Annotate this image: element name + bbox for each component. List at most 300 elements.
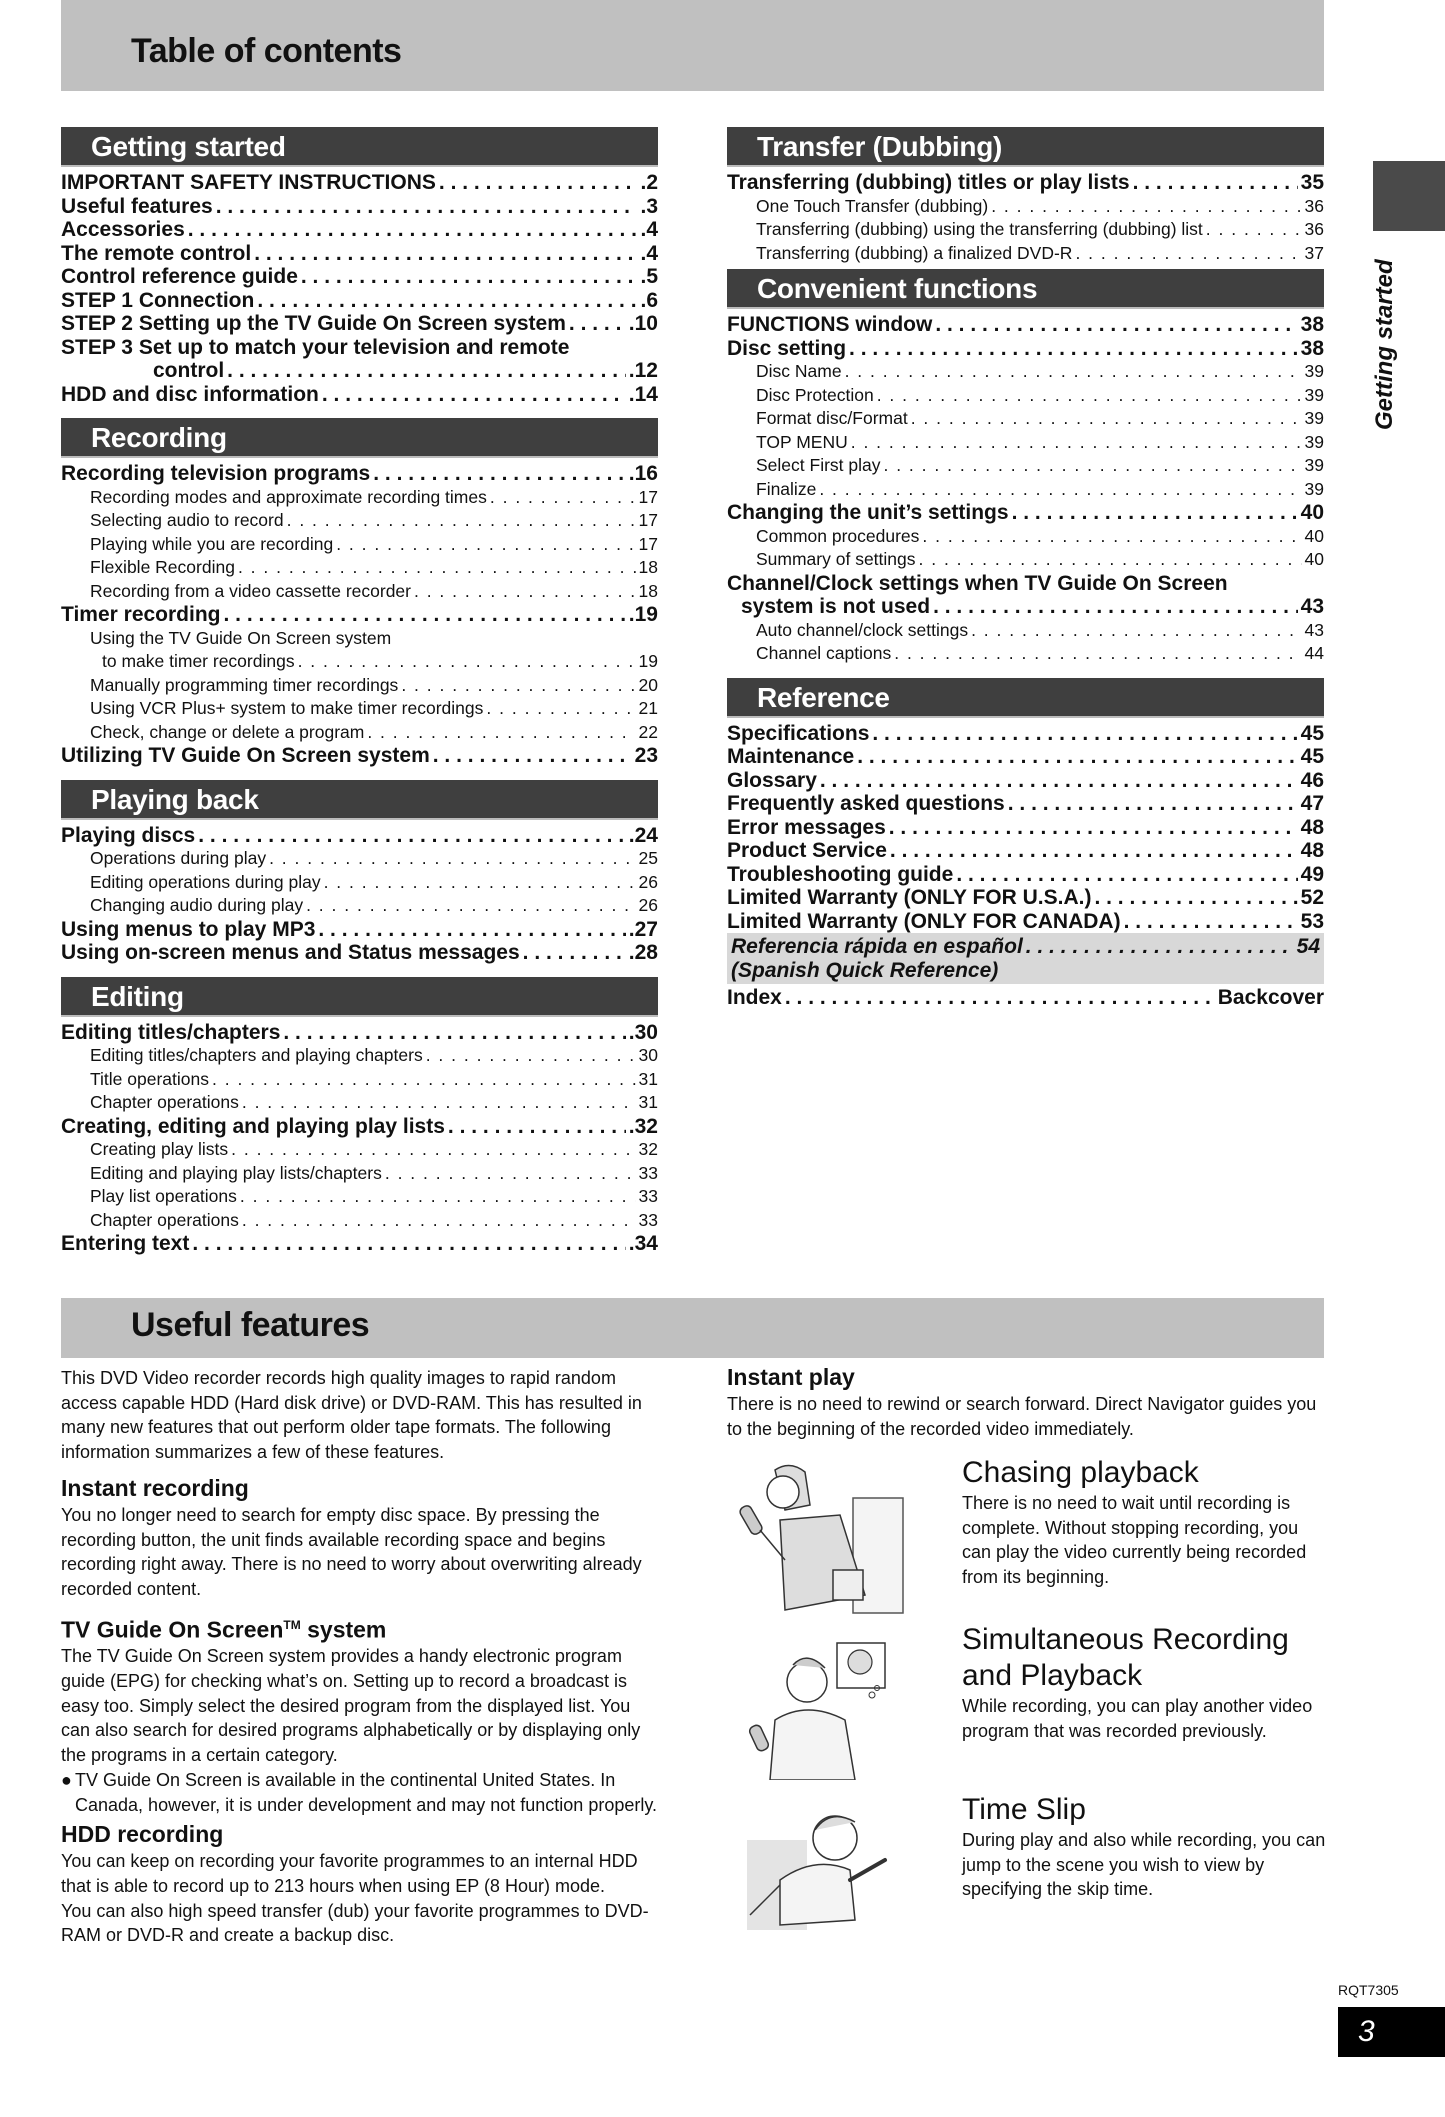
toc-entry[interactable] [61, 383, 658, 407]
dot-leader [523, 941, 626, 965]
toc-entry-title: Recording television programs [61, 462, 371, 485]
dot-leader [851, 431, 1302, 455]
toc-entry[interactable] [727, 572, 1324, 596]
toc-entry[interactable] [61, 336, 658, 360]
toc-entry-page: 26 [638, 871, 658, 892]
toc-entry-page: 44 [1304, 643, 1324, 663]
tv-guide-text: The TV Guide On Screen system provides a handy electronic program guide (EPG) for checking what’s on. Setting up to record a broadcast is easy too. Simply select the desired program from the displayed list. You can also search for desired programs alphabetically or by displaying only the programs in a certain category. [61, 1646, 641, 1766]
toc-entry[interactable] [61, 1232, 658, 1256]
dot-leader [306, 894, 635, 918]
toc-entry[interactable] [727, 910, 1324, 934]
toc-entry-title: Frequently asked questions [727, 792, 1005, 815]
toc-entry-page: 33 [638, 1209, 658, 1230]
toc-entry-page: 40 [1304, 549, 1324, 569]
dot-leader [269, 847, 635, 871]
dot-leader [845, 360, 1302, 384]
toc-section-heading: Playing back [61, 780, 658, 820]
toc-entry-page: 53 [1300, 909, 1324, 933]
toc-entry-page: .19 [628, 603, 658, 626]
toc-entry-title: Entering text [61, 1232, 190, 1255]
toc-section-heading: Getting started [61, 127, 658, 167]
toc-entry[interactable] [727, 839, 1324, 863]
toc-entry[interactable] [61, 289, 658, 313]
toc-entry-page: 39 [1304, 431, 1324, 452]
toc-entry-title: Creating play lists [90, 1139, 229, 1159]
toc-entry[interactable] [61, 242, 658, 266]
trademark-mark: TM [283, 1617, 301, 1632]
toc-entry[interactable] [61, 918, 658, 942]
toc-entry-page: 40 [1300, 501, 1324, 524]
dot-leader [287, 509, 636, 533]
toc-entry-title: Check, change or delete a program [90, 721, 365, 742]
feature-text: During play and also while recording, you can jump to the scene you wish to view by specifying the skip time. [962, 1830, 1326, 1900]
toc-entry-title: Utilizing TV Guide On Screen system [61, 744, 430, 767]
toc-entry-title: STEP 1 Connection [61, 288, 255, 312]
toc-entry-page: 36 [1304, 195, 1324, 216]
dot-leader [439, 171, 638, 195]
toc-entry[interactable] [727, 642, 1324, 666]
dot-leader [318, 918, 625, 942]
hdd-recording-text-2: You can also high speed transfer (dub) your favorite programmes to DVD-RAM or DVD-R and create a backup disc. [61, 1900, 649, 1946]
toc-section-heading: Transfer (Dubbing) [727, 127, 1324, 167]
toc-entry-title: FUNCTIONS window [727, 313, 933, 336]
dot-leader [231, 1138, 635, 1162]
tv-guide-bullet [61, 1768, 661, 1817]
dot-leader [935, 313, 1297, 337]
toc-entry[interactable] [727, 242, 1324, 266]
dot-leader [1124, 910, 1298, 934]
toc-entry-page: .6 [640, 288, 658, 312]
toc-entry-title: Editing operations during play [90, 871, 321, 892]
toc-entry[interactable] [61, 580, 658, 604]
feature-heading: Time Slip [962, 1793, 1086, 1826]
toc-entry-page: 17 [638, 486, 658, 507]
toc-entry-page: 37 [1304, 242, 1324, 263]
useful-features-left [61, 1366, 661, 1948]
dot-leader [192, 1232, 625, 1256]
toc-entry[interactable] [727, 769, 1324, 793]
toc-entry-page: 17 [638, 533, 658, 554]
dot-leader [971, 619, 1301, 643]
toc-entry-title: Channel captions [756, 643, 892, 663]
toc-section-heading: Reference [727, 678, 1324, 718]
toc-entry[interactable] [61, 486, 658, 510]
dot-leader [877, 384, 1302, 408]
toc-entry-page: .4 [640, 218, 658, 241]
simultaneous-recording-illustration [745, 1640, 920, 1780]
toc-entry[interactable] [61, 1115, 658, 1139]
toc-entry-page: 31 [638, 1068, 658, 1089]
instant-play-block [727, 1362, 1327, 1441]
dot-leader [283, 1021, 625, 1045]
toc-entry-page: 48 [1300, 839, 1324, 862]
dot-leader [448, 1115, 626, 1139]
hdd-recording-text-1: You can keep on recording your favorite programmes to an internal HDD that is able to record up to 213 hours when using EP (8 Hour) mode. [61, 1851, 638, 1896]
page-number: 3 [1338, 2007, 1445, 2057]
dot-leader [414, 580, 636, 604]
dot-leader [490, 486, 636, 510]
toc-entry[interactable] [727, 619, 1324, 643]
toc-entry[interactable] [61, 603, 658, 627]
toc-entry-title: Chapter operations [90, 1209, 239, 1230]
toc-entry-title: Specifications [727, 721, 870, 745]
toc-entry-title: Transferring (dubbing) titles or play lists [727, 171, 1130, 194]
dot-leader [298, 650, 636, 674]
toc-entry[interactable] [61, 1209, 658, 1233]
dot-leader [426, 1044, 636, 1068]
toc-entry[interactable] [727, 407, 1324, 431]
toc-entry-page: 26 [638, 895, 658, 915]
toc-entry-page: 36 [1304, 219, 1324, 239]
toc-entry[interactable] [727, 454, 1324, 478]
toc-entry[interactable] [727, 548, 1324, 572]
toc-entry[interactable] [61, 847, 658, 871]
toc-entry-page: 25 [638, 848, 658, 868]
toc-entry-title: Editing titles/chapters [61, 1020, 281, 1044]
feature-heading: Simultaneous Recording and Playback [962, 1623, 1289, 1692]
toc-entry[interactable] [727, 384, 1324, 408]
toc-entry-title: Operations during play [90, 848, 267, 868]
toc-entry-page: 18 [638, 557, 658, 577]
spanish-subtitle: (Spanish Quick Reference) [731, 958, 999, 982]
useful-features-title: Useful features [131, 1306, 370, 1344]
toc-entry-page: 52 [1300, 886, 1324, 909]
toc-entry-title: IMPORTANT SAFETY INSTRUCTIONS [61, 171, 436, 194]
dot-leader [819, 478, 1301, 502]
toc-entry-page: 48 [1300, 815, 1324, 839]
toc-entry-title: Editing and playing play lists/chapters [90, 1162, 382, 1183]
toc-entry-page: 39 [1304, 408, 1324, 428]
toc-section-heading: Editing [61, 977, 658, 1017]
toc-entry-title: to make timer recordings [102, 651, 295, 671]
toc-entry-title: STEP 3 Set up to match your television and remote [61, 335, 570, 359]
toc-entry-page: 30 [638, 1045, 658, 1065]
toc-entry-title: Accessories [61, 218, 185, 241]
toc-entry-title: Selecting audio to record [90, 510, 284, 530]
toc-entry[interactable] [727, 478, 1324, 502]
toc-entry[interactable] [61, 744, 658, 768]
toc-entry-page: 38 [1300, 336, 1324, 360]
dot-leader [1094, 886, 1297, 910]
toc-entry[interactable] [61, 1044, 658, 1068]
toc-entry-title: Play list operations [90, 1186, 237, 1206]
toc-entry[interactable] [61, 195, 658, 219]
toc-entry-title: Useful features [61, 194, 213, 218]
dot-leader [1206, 218, 1302, 242]
toc-section-heading: Recording [61, 418, 658, 458]
dot-leader [401, 674, 635, 698]
toc-entry-title: Auto channel/clock settings [756, 619, 969, 640]
toc-entry-title: Control reference guide [61, 265, 298, 288]
dot-leader [224, 603, 626, 627]
toc-entry-title: Troubleshooting guide [727, 862, 954, 886]
dot-leader [367, 721, 635, 745]
toc-entry-title: Select First play [756, 455, 881, 475]
dot-leader [254, 242, 637, 266]
index-entry[interactable] [727, 986, 1324, 1010]
dot-leader [1012, 501, 1298, 525]
section-gap [61, 768, 658, 780]
toc-entry[interactable] [61, 824, 658, 848]
section-gap [61, 406, 658, 418]
instant-recording-text: You no longer need to search for empty disc space. By pressing the recording button, the unit finds available recording space and begins recording right away. There is no need to worry about overwriting already recorded content. [61, 1504, 642, 1599]
dot-leader [1008, 792, 1298, 816]
toc-entry[interactable] [727, 745, 1324, 769]
toc-entry[interactable] [727, 501, 1324, 525]
section-gap [727, 666, 1324, 678]
spanish-reference-entry[interactable] [727, 933, 1324, 984]
toc-entry-title: Timer recording [61, 603, 221, 626]
toc-entry-title: Manually programming timer recordings [90, 674, 399, 695]
toc-entry[interactable] [61, 312, 658, 336]
toc-title: Table of contents [131, 32, 402, 70]
toc-entry[interactable] [61, 1138, 658, 1162]
toc-entry[interactable] [61, 721, 658, 745]
toc-entry[interactable] [61, 1185, 658, 1209]
toc-entry-title: Summary of settings [756, 549, 916, 569]
useful-features-banner [61, 1298, 1324, 1358]
toc-entry-title: Recording modes and approximate recording times [90, 486, 487, 507]
toc-entry[interactable] [61, 1091, 658, 1115]
dot-leader [857, 745, 1297, 769]
dot-leader [227, 359, 626, 383]
toc-entry-title: Maintenance [727, 745, 855, 768]
toc-entry-title: Error messages [727, 815, 886, 839]
toc-entry[interactable] [61, 359, 658, 383]
toc-entry[interactable] [61, 697, 658, 721]
dot-leader [433, 744, 632, 768]
toc-entry-title: Disc Name [756, 361, 842, 381]
toc-entry[interactable] [727, 431, 1324, 455]
toc-entry-page: 33 [638, 1162, 658, 1183]
dot-leader [890, 839, 1298, 863]
toc-entry[interactable] [61, 509, 658, 533]
document-code: RQT7305 [1338, 1982, 1399, 1998]
chasing-playback-illustration [735, 1460, 935, 1615]
toc-entry[interactable] [727, 722, 1324, 746]
toc-entry[interactable] [61, 627, 658, 651]
toc-entry-page: 43 [1300, 595, 1324, 618]
spanish-row [731, 935, 1320, 959]
toc-entry[interactable] [61, 674, 658, 698]
toc-entry-page: .4 [640, 241, 658, 265]
dot-leader [872, 722, 1297, 746]
dot-leader [240, 1185, 636, 1209]
toc-entry-page: 45 [1300, 721, 1324, 745]
toc-entry-page: 39 [1304, 478, 1324, 499]
dot-leader [373, 462, 626, 486]
toc-entry[interactable] [61, 1162, 658, 1186]
dot-leader [322, 383, 626, 407]
dot-leader [242, 1091, 636, 1115]
dot-leader [883, 454, 1301, 478]
toc-entry-title: Limited Warranty (ONLY FOR CANADA) [727, 909, 1121, 933]
dot-leader [889, 816, 1298, 840]
toc-entry-title: TOP MENU [756, 431, 848, 452]
dot-leader [216, 195, 638, 219]
toc-left-column [61, 127, 658, 1256]
feature-text: While recording, you can play another video program that was recorded previously. [962, 1696, 1313, 1741]
dot-leader [486, 697, 635, 721]
toc-entry[interactable] [61, 533, 658, 557]
toc-entry-page: 43 [1304, 619, 1324, 640]
toc-entry-title: Glossary [727, 768, 817, 792]
toc-entry-page: .16 [628, 462, 658, 485]
tv-guide-bullet-text: TV Guide On Screen is available in the continental United States. In Canada, however, it is under development and may not function properly. [75, 1769, 658, 1815]
toc-entry[interactable] [727, 792, 1324, 816]
toc-entry[interactable] [727, 886, 1324, 910]
toc-entry-page: 40 [1304, 525, 1324, 546]
toc-entry[interactable] [61, 218, 658, 242]
toc-entry-page: .3 [640, 194, 658, 218]
toc-entry-page: 49 [1300, 862, 1324, 886]
dot-leader [198, 824, 626, 848]
toc-entry-title: Flexible Recording [90, 557, 235, 577]
toc-entry-title: control [153, 359, 225, 382]
toc-entry[interactable] [61, 871, 658, 895]
toc-entry-page: .27 [628, 917, 658, 941]
feature-text: There is no need to wait until recording is complete. Without stopping recording, you can play the video currently being recorded from its beginning. [962, 1493, 1307, 1588]
toc-entry-title: Finalize [756, 478, 817, 499]
toc-entry-page: 31 [638, 1092, 658, 1112]
toc-entry-page: .10 [628, 312, 658, 335]
toc-entry[interactable] [61, 265, 658, 289]
toc-entry-page: 47 [1300, 792, 1324, 815]
toc-entry-title: Using the TV Guide On Screen system [90, 627, 392, 648]
toc-section-heading: Convenient functions [727, 269, 1324, 309]
toc-entry-page: 20 [638, 674, 658, 695]
toc-entry[interactable] [727, 337, 1324, 361]
feature-heading: Chasing playback [962, 1456, 1199, 1489]
toc-entry[interactable] [727, 863, 1324, 887]
toc-entry-title: Changing audio during play [90, 895, 304, 915]
section-tab-marker [1373, 161, 1445, 231]
dot-leader [212, 1068, 636, 1092]
toc-entry-title: HDD and disc information [61, 382, 319, 406]
toc-entry[interactable] [727, 195, 1324, 219]
instant-recording-heading: Instant recording [61, 1474, 249, 1501]
toc-entry-page: .2 [640, 171, 658, 194]
toc-entry-title: Disc setting [727, 336, 847, 360]
toc-entry[interactable] [727, 313, 1324, 337]
toc-entry-page: 23 [634, 744, 658, 767]
dot-leader [820, 769, 1298, 793]
toc-entry-title: Playing while you are recording [90, 533, 334, 554]
toc-entry-title: Playing discs [61, 823, 196, 847]
dot-leader [569, 312, 626, 336]
toc-entry[interactable] [727, 525, 1324, 549]
dot-leader [849, 337, 1298, 361]
toc-entry-page: 39 [1304, 455, 1324, 475]
dot-leader [238, 556, 636, 580]
bullet-icon: ● [61, 1769, 72, 1790]
dot-leader [956, 863, 1297, 887]
toc-entry-page: 35 [1300, 171, 1324, 194]
toc-entry-page: 33 [638, 1186, 658, 1206]
tv-guide-heading-suffix: system [300, 1616, 387, 1643]
toc-entry[interactable] [61, 462, 658, 486]
toc-entry[interactable] [727, 360, 1324, 384]
toc-entry-title: Title operations [90, 1068, 209, 1089]
spanish-page: 54 [1296, 935, 1320, 958]
dot-leader [991, 195, 1301, 219]
toc-entry-title: Using VCR Plus+ system to make timer recordings [90, 698, 484, 718]
toc-entry-title: Creating, editing and playing play lists [61, 1114, 445, 1138]
toc-entry-page: 17 [638, 510, 658, 530]
toc-entry-page: .34 [628, 1232, 658, 1255]
toc-entry-title: Limited Warranty (ONLY FOR U.S.A.) [727, 886, 1092, 909]
tv-guide-heading-text: TV Guide On Screen [61, 1616, 284, 1643]
toc-entry-title: Product Service [727, 839, 887, 862]
toc-right-column [727, 127, 1324, 1010]
toc-entry-page: .32 [628, 1114, 658, 1138]
dot-leader [785, 986, 1215, 1010]
toc-entry-title: Using menus to play MP3 [61, 917, 316, 941]
feature-time-slip [962, 1792, 1332, 1902]
toc-entry[interactable] [61, 1021, 658, 1045]
hdd-recording-heading: HDD recording [61, 1821, 224, 1848]
toc-entry-page: .12 [628, 359, 658, 382]
dot-leader [188, 218, 638, 242]
toc-entry-page: .5 [640, 265, 658, 288]
toc-entry[interactable] [727, 595, 1324, 619]
toc-entry-page: 18 [638, 580, 658, 601]
dot-leader [336, 533, 635, 557]
toc-entry-title: Disc Protection [756, 384, 874, 405]
toc-entry[interactable] [727, 171, 1324, 195]
toc-entry[interactable] [61, 894, 658, 918]
toc-entry-page: .14 [628, 382, 658, 406]
instant-play-heading: Instant play [727, 1364, 855, 1390]
toc-entry-page: 39 [1304, 361, 1324, 381]
toc-entry-title: Recording from a video cassette recorder [90, 580, 411, 601]
dot-leader [933, 595, 1298, 619]
toc-entry-title: Common procedures [756, 525, 920, 546]
toc-entry-page: 38 [1300, 313, 1324, 336]
dot-leader [1026, 935, 1294, 959]
dot-leader [324, 871, 636, 895]
toc-entry-title: Transferring (dubbing) using the transferring (dubbing) list [756, 219, 1203, 239]
dot-leader [301, 265, 638, 289]
toc-entry[interactable] [61, 171, 658, 195]
dot-leader [257, 289, 637, 313]
toc-entry-title: Channel/Clock settings when TV Guide On Screen [727, 571, 1228, 595]
toc-entry-title: system is not used [741, 595, 931, 618]
toc-entry-page: 45 [1300, 745, 1324, 768]
toc-entry[interactable] [727, 218, 1324, 242]
toc-entry-title: Transferring (dubbing) a finalized DVD-R [756, 242, 1073, 263]
toc-entry[interactable] [61, 650, 658, 674]
toc-entry[interactable] [61, 1068, 658, 1092]
toc-entry-title: One Touch Transfer (dubbing) [756, 195, 989, 216]
toc-entry[interactable] [61, 556, 658, 580]
toc-entry-page: .28 [628, 941, 658, 964]
toc-entry[interactable] [727, 816, 1324, 840]
time-slip-illustration [735, 1800, 900, 1930]
toc-title-banner [61, 0, 1324, 91]
dot-leader [894, 642, 1301, 666]
toc-entry-page: .30 [628, 1020, 658, 1044]
toc-entry-title: Chapter operations [90, 1092, 239, 1112]
dot-leader [922, 525, 1301, 549]
toc-entry[interactable] [61, 941, 658, 965]
toc-entry-page: 32 [638, 1139, 658, 1159]
intro-text: This DVD Video recorder records high quality images to rapid random access capable HDD (Hard disk drive) or DVD-RAM. This has resulted in many new features that out perform older tape formats. The following information summarizes a few of these features. [61, 1368, 642, 1463]
toc-entry-title: Editing titles/chapters and playing chapters [90, 1045, 423, 1065]
dot-leader [1075, 242, 1301, 266]
dot-leader [385, 1162, 636, 1186]
toc-entry-title: The remote control [61, 241, 252, 265]
